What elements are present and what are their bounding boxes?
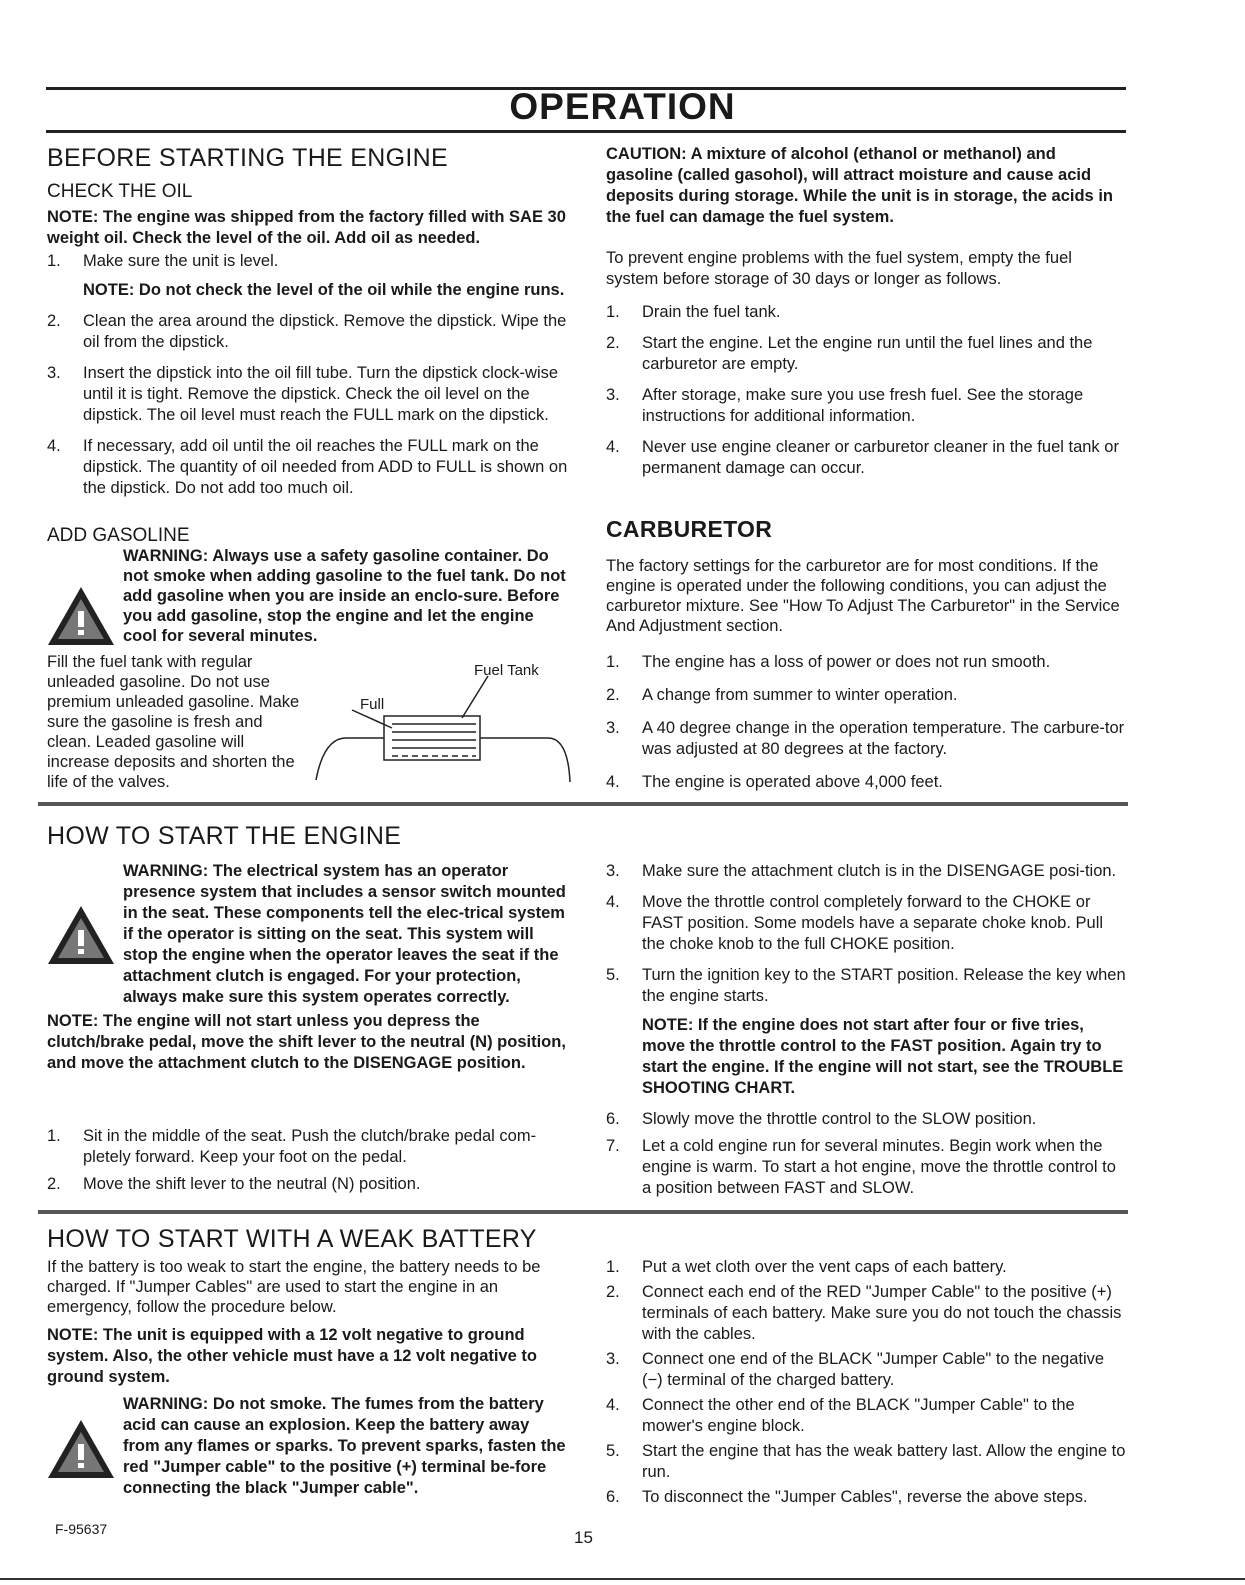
step-text: Connect the other end of the BLACK "Jumper Cable" to the mower's engine block. — [642, 1396, 1075, 1435]
start-engine-steps-left — [47, 1126, 570, 1205]
list-item — [47, 1174, 570, 1195]
weak-battery-note: NOTE: The unit is equipped with a 12 volt negative to ground system. Also, the other vehicle must have a 12 volt negative to ground system. — [47, 1326, 537, 1386]
step-number: 1. — [47, 1127, 61, 1145]
start-engine-note: NOTE: The engine will not start unless you depress the clutch/brake pedal, move the shift lever to the neutral (N) position, and move the attachment clutch to the DISENGAGE position. — [47, 1012, 566, 1072]
list-item — [47, 1126, 570, 1168]
step-number: 1. — [606, 1258, 620, 1276]
weak-battery-steps — [606, 1257, 1126, 1518]
list-item — [47, 311, 570, 353]
step-number: 3. — [606, 719, 620, 737]
list-item — [606, 892, 1126, 955]
page-number: 15 — [574, 1528, 593, 1547]
check-oil-note: NOTE: The engine was shipped from the factory filled with SAE 30 weight oil. Check the level of the oil. Add oil as needed. — [47, 208, 566, 247]
add-gasoline-warning: WARNING: Always use a safety gasoline container. Do not smoke when adding gasoline to the fuel tank. Do not add gasoline when you are inside an enclo-sure. Before you add gasoline, stop the engine and let the engine cool for several minutes. — [123, 547, 566, 645]
step-number: 3. — [606, 862, 620, 880]
step-text: The engine is operated above 4,000 feet. — [642, 773, 943, 791]
step-number: 2. — [606, 686, 620, 704]
list-item — [47, 363, 570, 426]
section-heading-carburetor: CARBURETOR — [606, 516, 773, 542]
carburetor-steps — [606, 652, 1126, 803]
section-heading-start-engine: HOW TO START THE ENGINE — [47, 822, 402, 850]
step-text: A change from summer to winter operation. — [642, 686, 958, 704]
step-number: 1. — [606, 303, 620, 321]
step-text: Start the engine that has the weak battery last. Allow the engine to run. — [642, 1442, 1126, 1481]
list-item — [606, 718, 1126, 760]
list-item — [606, 965, 1126, 1099]
step-text: Move the throttle control completely forward to the CHOKE or FAST position. Some models have a separate choke knob. Pull the choke knob to the full CHOKE position. — [642, 893, 1104, 953]
list-item — [606, 333, 1126, 375]
list-item — [47, 436, 570, 499]
step-text: Make sure the attachment clutch is in the DISENGAGE posi-tion. — [642, 862, 1117, 880]
step-text: The engine has a loss of power or does not run smooth. — [642, 653, 1051, 671]
step-number: 5. — [606, 966, 620, 984]
step-number: 5. — [606, 1442, 620, 1460]
step-number: 6. — [606, 1110, 620, 1128]
section-divider-1 — [38, 802, 1128, 806]
list-item — [606, 1487, 1126, 1508]
step-text: After storage, make sure you use fresh fuel. See the storage instructions for additional information. — [642, 386, 1084, 425]
page-title: OPERATION — [509, 86, 736, 127]
list-item — [47, 251, 570, 301]
step-number: 6. — [606, 1488, 620, 1506]
step-number: 4. — [606, 438, 620, 456]
warning-triangle-icon — [46, 585, 116, 647]
list-item — [606, 1257, 1126, 1278]
list-item — [606, 861, 1126, 882]
step-number: 2. — [47, 1175, 61, 1193]
step-number: 4. — [47, 437, 61, 455]
step-number: 4. — [606, 773, 620, 791]
bottom-edge-rule — [0, 1578, 1245, 1580]
list-item — [606, 1395, 1126, 1437]
subheading-check-oil: CHECK THE OIL — [47, 181, 193, 202]
storage-steps — [606, 302, 1126, 489]
diagram-label-fuel-tank: Fuel Tank — [474, 662, 539, 679]
list-item — [606, 385, 1126, 427]
list-item — [606, 1109, 1126, 1130]
list-item — [606, 772, 1126, 793]
title-underline — [46, 130, 1126, 133]
step-number: 1. — [606, 653, 620, 671]
step-text: Make sure the unit is level. — [83, 252, 279, 270]
step-text: If necessary, add oil until the oil reaches the FULL mark on the dipstick. The quantity of oil needed from ADD to FULL is shown on the dipstick. Do not add too much oil. — [83, 437, 568, 497]
step-text: Move the shift lever to the neutral (N) position. — [83, 1175, 421, 1193]
step-text: Insert the dipstick into the oil fill tube. Turn the dipstick clock-wise until it is tight. Remove the dipstick. Check the oil level on the dipstick. The oil level must reach the FULL mark on the dipstick. — [83, 364, 559, 424]
warning-triangle-icon — [46, 904, 116, 966]
list-item — [606, 437, 1126, 479]
step-number: 2. — [47, 312, 61, 330]
step-number: 3. — [47, 364, 61, 382]
step-text: A 40 degree change in the operation temperature. The carbure-tor was adjusted at 80 degrees at the factory. — [642, 719, 1125, 758]
step-text: Start the engine. Let the engine run until the fuel lines and the carburetor are empty. — [642, 334, 1093, 373]
step-text: Connect one end of the BLACK "Jumper Cable" to the negative (−) terminal of the charged battery. — [642, 1350, 1105, 1389]
step-text: To disconnect the "Jumper Cables", reverse the above steps. — [642, 1488, 1088, 1506]
step-number: 4. — [606, 1396, 620, 1414]
section-divider-2 — [38, 1210, 1128, 1214]
step-text: Never use engine cleaner or carburetor cleaner in the fuel tank or permanent damage can occur. — [642, 438, 1119, 477]
check-oil-steps — [47, 251, 570, 509]
list-item — [606, 652, 1126, 673]
step-text: Turn the ignition key to the START position. Release the key when the engine starts. — [642, 966, 1126, 1005]
step-number: 3. — [606, 386, 620, 404]
document-code: F-95637 — [55, 1521, 108, 1537]
step-note: NOTE: If the engine does not start after four or five tries, move the throttle control to the FAST position. Again try to start the engine. If the engine will not start, see the TROUBLE SHOOTING CHART. — [642, 1016, 1124, 1097]
step-number: 4. — [606, 893, 620, 911]
step-text: Clean the area around the dipstick. Remove the dipstick. Wipe the oil from the dipstick. — [83, 312, 567, 351]
list-item — [606, 1136, 1126, 1199]
step-note: NOTE: Do not check the level of the oil while the engine runs. — [83, 281, 565, 299]
warning-triangle-icon — [46, 1418, 116, 1480]
add-gasoline-body: Fill the fuel tank with regular unleaded gasoline. Do not use premium unleaded gasoline. Make sure the gasoline is fresh and clean. Leaded gasoline will increase deposits and shorten the life of the valves. — [47, 653, 300, 791]
step-number: 2. — [606, 334, 620, 352]
carburetor-intro: The factory settings for the carburetor are for most conditions. If the engine is operated under the following conditions, you can adjust the carburetor mixture. See "How To Adjust The Carburetor" in the Service And Adjustment section. — [606, 557, 1120, 635]
step-text: Connect each end of the RED "Jumper Cable" to the positive (+) terminals of each battery. Make sure you do not touch the chassis with the cables. — [642, 1283, 1122, 1343]
storage-intro: To prevent engine problems with the fuel system, empty the fuel system before storage of 30 days or longer as follows. — [606, 249, 1072, 288]
step-text: Sit in the middle of the seat. Push the clutch/brake pedal com-pletely forward. Keep your foot on the pedal. — [83, 1127, 537, 1166]
step-text: Put a wet cloth over the vent caps of each battery. — [642, 1258, 1007, 1276]
diagram-label-full: Full — [360, 696, 385, 713]
step-text: Slowly move the throttle control to the SLOW position. — [642, 1110, 1037, 1128]
step-number: 2. — [606, 1283, 620, 1301]
list-item — [606, 1282, 1126, 1345]
subheading-add-gasoline: ADD GASOLINE — [47, 525, 190, 546]
weak-battery-warning: WARNING: Do not smoke. The fumes from the battery acid can cause an explosion. Keep the battery away from any flames or sparks. To prevent sparks, fasten the red "Jumper cable" to the positive (+) terminal be-fore connecting the black "Jumper cable". — [123, 1395, 566, 1497]
step-text: Drain the fuel tank. — [642, 303, 781, 321]
step-number: 3. — [606, 1350, 620, 1368]
list-item — [606, 685, 1126, 706]
list-item — [606, 1349, 1126, 1391]
section-heading-before-starting: BEFORE STARTING THE ENGINE — [47, 144, 448, 172]
step-number: 1. — [47, 252, 61, 270]
weak-battery-intro: If the battery is too weak to start the engine, the battery needs to be charged. If "Jumper Cables" are used to start the engine in an emergency, follow the procedure below. — [47, 1258, 541, 1316]
step-text: Let a cold engine run for several minutes. Begin work when the engine is warm. To start a hot engine, move the throttle control to a position between FAST and SLOW. — [642, 1137, 1116, 1197]
caution-text: CAUTION: A mixture of alcohol (ethanol or methanol) and gasoline (called gasohol), will attract moisture and cause acid deposits during storage. While the unit is in storage, the acids in the fuel can damage the fuel system. — [606, 145, 1113, 226]
section-heading-weak-battery: HOW TO START WITH A WEAK BATTERY — [47, 1225, 537, 1253]
step-number: 7. — [606, 1137, 620, 1155]
start-engine-warning: WARNING: The electrical system has an operator presence system that includes a sensor switch mounted in the seat. These components tell the elec-trical system if the operator is sitting on the seat. This system will stop the engine when the operator leaves the seat if the attachment clutch is engaged. For your protection, always make sure this system operates correctly. — [123, 862, 566, 1006]
start-engine-steps-right — [606, 861, 1126, 1209]
list-item — [606, 302, 1126, 323]
list-item — [606, 1441, 1126, 1483]
